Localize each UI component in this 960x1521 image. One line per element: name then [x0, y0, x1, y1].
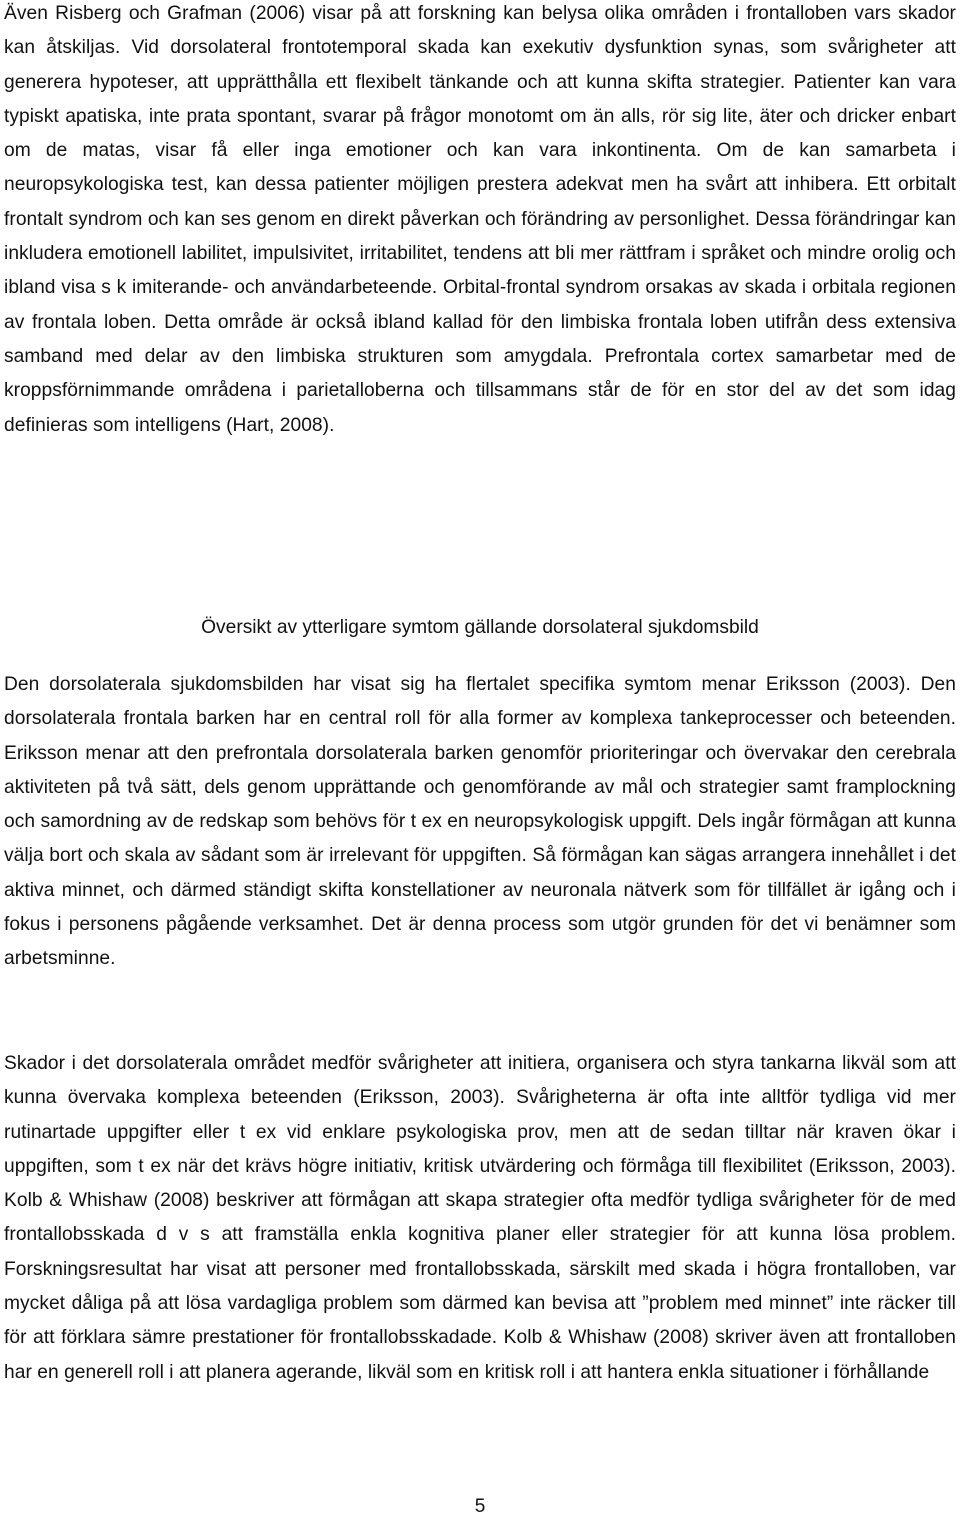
paragraph-dorsolateral-damage: Skador i det dorsolaterala området medför svårigheter att initiera, organisera och styra tankarna likväl som att kunna övervaka komplexa beteenden (Eriksson, 2003). Svårigheterna är ofta inte alltför tydliga vid mer rutinartade uppgifter eller t ex vid enklare psykologiska prov, men att de sedan tilltar när kraven ökar i uppgiften, som t ex när det krävs högre initiativ, kritisk utvärdering och förmåga till flexibilitet (Eriksson, 2003). Kolb & Whishaw (2008) beskriver att förmågan att skapa strategier ofta medför tydliga svårigheter för de med frontallobsskada d v s att framställa enkla kognitiva planer eller strategier för att kunna lösa problem. Forskningsresultat har visat att personer med frontallobsskada, särskilt med skada i högra frontalloben, var mycket dåliga på att lösa vardagliga problem som därmed kan bevisa att ”problem med minnet” inte räcker till för att förklara sämre prestationer för frontallobsskadade. Kolb & Whishaw (2008) skriver även att frontalloben har en generell roll i att planera agerande, likväl som en kritisk roll i att hantera enkla situationer i förhållande — [4, 1053, 956, 1383]
paragraph-frontal-lobe-damage: Även Risberg och Grafman (2006) visar på att forskning kan belysa olika områden i frontalloben vars skador kan åtskiljas. Vid dorsolateral frontotemporal skada kan exekutiv dysfunktion synas, som svårigheter att generera hypoteser, att upprätthålla ett flexibelt tänkande och att kunna skifta strategier. Patienter kan vara typiskt apatiska, inte prata spontant, svarar på frågor monotomt om än alls, rör sig lite, äter och dricker enbart om de matas, visar få eller inga emotioner och kan vara inkontinenta. Om de kan samarbeta i neuropsykologiska test, kan dessa patienter möjligen prestera adekvat men ha svårt att inhibera. Ett orbitalt frontalt syndrom och kan ses genom en direkt påverkan och förändring av personlighet. Dessa förändringar kan inkludera emotionell labilitet, impulsivitet, irritabilitet, tendens att bli mer rättfram i språket och mindre orolig och ibland visa s k imiterande- och användarbeteende. Orbital-frontal syndrom orsakas av skada i orbitala regionen av frontala loben. Detta område är också ibland kallad för den limbiska frontala loben utifrån dess extensiva samband med delar av den limbiska strukturen som amygdala. Prefrontala cortex samarbetar med de kroppsförnimmande områdena i parietalloberna och tillsammans står de för en stor del av det som idag definieras som intelligens (Hart, 2008). — [4, 3, 956, 436]
paragraph-dorsolateral-symptoms: Den dorsolaterala sjukdomsbilden har visat sig ha flertalet specifika symtom menar Eriksson (2003). Den dorsolaterala frontala barken har en central roll för alla former av komplexa tankeprocesser och beteenden. Eriksson menar att den prefrontala dorsolaterala barken genomför prioriteringar och övervakar den cerebrala aktiviteten på två sätt, dels genom upprättande och genomförande av mål och strategier samt framplockning och samordning av de redskap som behövs för t ex en neuropsykologisk uppgift. Dels ingår förmågan att kunna välja bort och skala av sådant som är irrelevant för uppgiften. Så förmågan kan sägas arrangera innehållet i det aktiva minnet, och därmed ständigt skifta konstellationer av neuronala nätverk som för tillfället är igång och i fokus i personens pågående verksamhet. Det är denna process som utgör grunden för det vi benämner som arbetsminne. — [4, 674, 956, 970]
section-heading: Översikt av ytterligare symtom gällande dorsolateral sjukdomsbild — [201, 617, 759, 638]
page-number: 5 — [474, 1496, 486, 1517]
